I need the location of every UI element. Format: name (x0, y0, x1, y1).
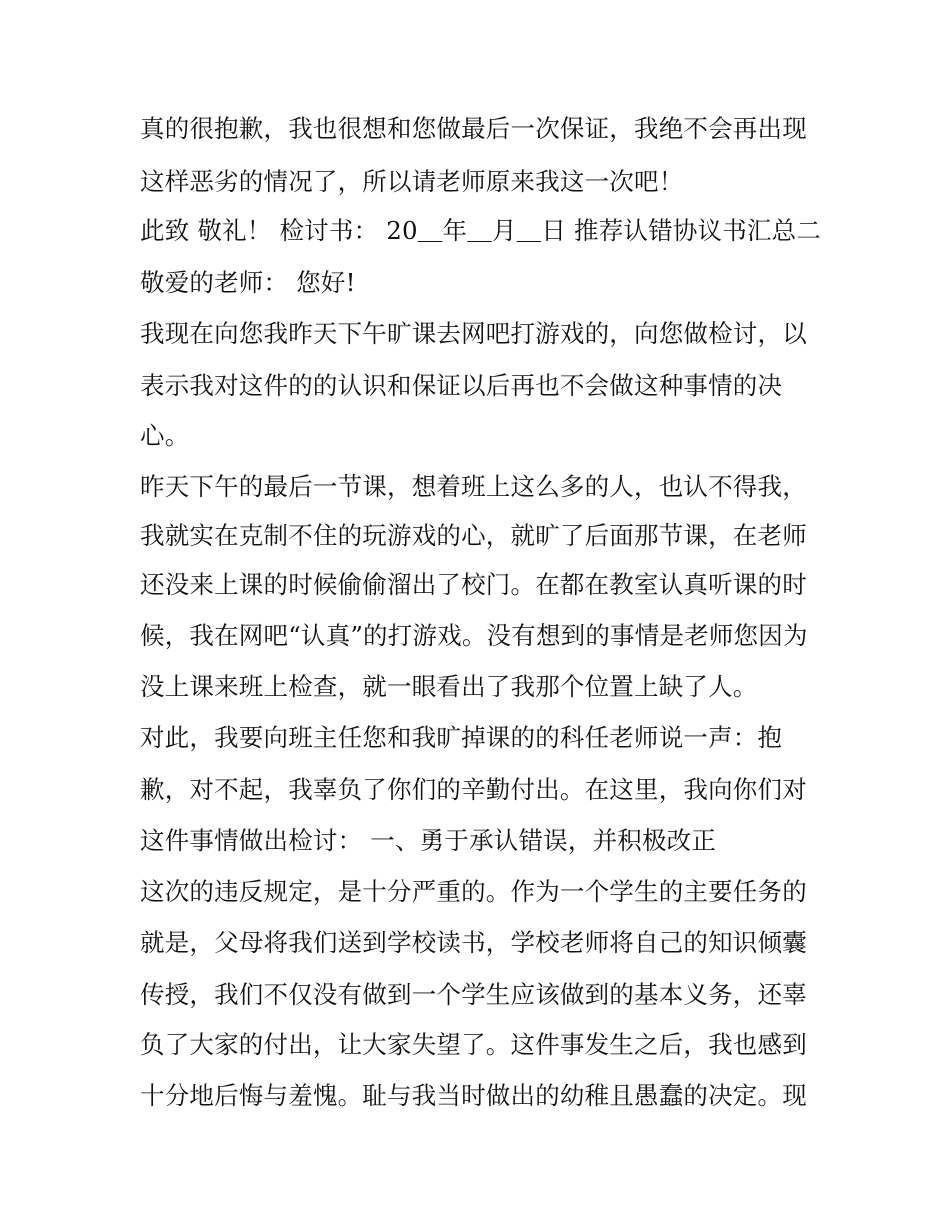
text-line: 表示我对这件的的认识和保证以后再也不会做这种事情的决 (140, 371, 783, 400)
text-line: 真的很抱歉，我也很想和您做最后一次保证，我绝不会再出现 (140, 114, 807, 143)
text-line: 这次的违反规定，是十分严重的。作为一个学生的主要任务的 (140, 877, 807, 906)
text-line: 候，我在网吧“认真”的打游戏。没有想到的事情是老师您因为 (140, 621, 808, 650)
text-line: 此致 敬礼！ 检讨书： 20＿年＿月＿日 推荐认错协议书汇总二 (140, 216, 822, 245)
text-line: 心。 (140, 421, 190, 450)
text-line: 还没来上课的时候偷偷溜出了校门。在都在教室认真听课的时 (140, 570, 807, 599)
text-line: 这件事情做出检讨： 一、勇于承认错误，并积极改正 (140, 826, 717, 855)
text-line: 十分地后悔与羞愧。耻与我当时做出的幼稚且愚蠢的决定。现 (140, 1081, 807, 1110)
text-line: 这样恶劣的情况了，所以请老师原来我这一次吧！ (140, 167, 684, 196)
text-line: 我现在向您我昨天下午旷课去网吧打游戏的，向您做检讨，以 (140, 319, 807, 348)
text-line: 就是，父母将我们送到学校读书，学校老师将自己的知识倾囊 (140, 928, 807, 957)
text-line: 我就实在克制不住的玩游戏的心，就旷了后面那节课，在老师 (140, 521, 807, 550)
text-line: 负了大家的付出，让大家失望了。这件事发生之后，我也感到 (140, 1030, 807, 1059)
text-line: 歉，对不起，我辜负了你们的辛勤付出。在这里，我向你们对 (140, 775, 807, 804)
text-line: 传授，我们不仅没有做到一个学生应该做到的基本义务，还辜 (140, 980, 807, 1009)
text-line: 敬爱的老师： 您好! (140, 268, 356, 297)
text-line: 昨天下午的最后一节课，想着班上这么多的人，也认不得我， (140, 472, 807, 501)
text-line: 没上课来班上检查，就一眼看出了我那个位置上缺了人。 (140, 672, 758, 701)
text-line: 对此，我要向班主任您和我旷掉课的的科任老师说一声：抱 (140, 723, 783, 752)
